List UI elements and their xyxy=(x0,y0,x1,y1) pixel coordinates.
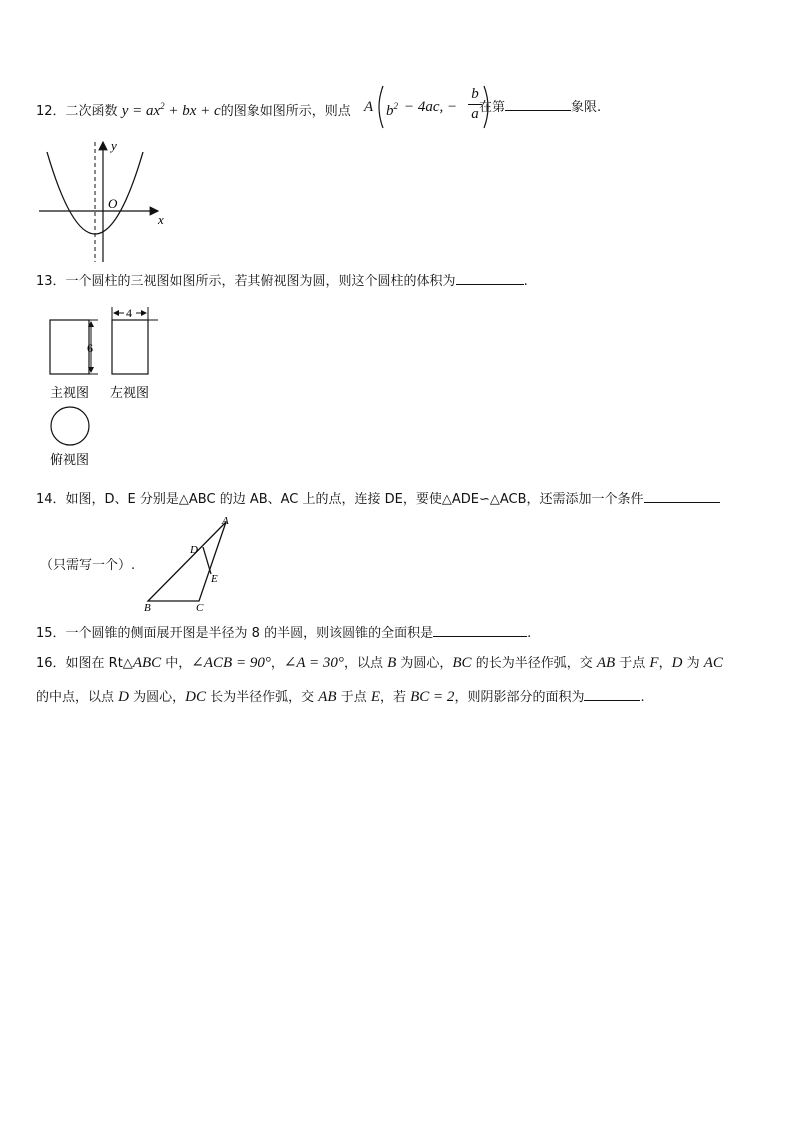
label-c: C xyxy=(196,602,204,614)
q12-b-squared: $b^2$ xyxy=(386,101,398,119)
q16-point-d: D xyxy=(671,655,683,671)
q16-segment-bc: BC xyxy=(452,655,472,671)
q12-ac-term: − 4ac, − xyxy=(404,99,458,115)
q12-equation: $y = ax^2$ + bx + c xyxy=(121,101,221,119)
q15-number: 15． xyxy=(36,626,66,641)
q16-number: 16． xyxy=(36,656,66,671)
q12-parabola-graph xyxy=(36,138,172,264)
q16-triangle-name: ABC xyxy=(132,655,162,671)
q15-text: 一个圆锥的侧面展开图是半径为 8 的半圆，则该圆锥的全面积是 xyxy=(65,626,434,641)
q12-after-text: 在第 xyxy=(479,100,506,115)
q16-text: ，以点 xyxy=(343,656,388,671)
q16-text: 如图在 Rt△ xyxy=(65,656,133,671)
q16-text: ， xyxy=(658,656,672,671)
q16-segment-ab: AB xyxy=(318,689,337,705)
q12-point-label: A xyxy=(364,99,374,115)
q16-text: ，若 xyxy=(380,690,411,705)
q14-answer-blank xyxy=(644,488,720,503)
label-a: A xyxy=(222,515,229,527)
q16-text: 中， xyxy=(161,656,192,671)
q16-text: 长为半径作弧，交 xyxy=(205,690,319,705)
label-e: E xyxy=(211,573,218,585)
q16-text: 为圆心， xyxy=(396,656,453,671)
origin-label: O xyxy=(108,196,118,211)
q12-tail xyxy=(479,96,601,118)
q16-point-e: E xyxy=(370,689,380,705)
x-axis-label: x xyxy=(158,212,164,227)
q12-line xyxy=(36,96,351,122)
q16-text: ， xyxy=(270,656,284,671)
q16-text: 的中点，以点 xyxy=(36,690,119,705)
triangle-abc xyxy=(148,522,226,601)
q16-segment-ac: AC xyxy=(703,655,723,671)
q14-note: （只需写一个）. xyxy=(40,558,136,573)
left-view-rect xyxy=(112,320,148,374)
q12-answer-blank xyxy=(505,96,571,111)
segment-de xyxy=(203,547,211,574)
q16-text: 为 xyxy=(682,656,704,671)
q12-left-paren xyxy=(375,84,385,130)
q16-text: 为圆心， xyxy=(128,690,186,705)
q12-mid-text: 的图象如图所示，则点 xyxy=(220,104,351,119)
q13-three-views xyxy=(44,302,168,474)
q13-line xyxy=(36,270,528,292)
q14-number: 14． xyxy=(36,492,66,507)
q16-angle-a: ∠A = 30° xyxy=(283,655,344,671)
front-view-caption: 主视图 xyxy=(50,386,90,401)
q16-text: 的长为半径作弧，交 xyxy=(471,656,597,671)
q16-point-d: D xyxy=(118,689,129,705)
q15-line xyxy=(36,622,531,644)
label-d: D xyxy=(190,544,198,556)
q12-lead-text: 二次函数 xyxy=(65,104,118,119)
top-view-circle xyxy=(51,407,89,445)
top-view-caption: 俯视图 xyxy=(50,453,90,468)
q12-frac-denominator: a xyxy=(471,106,479,122)
q15-answer-blank xyxy=(433,622,527,637)
q12-frac-numerator: b xyxy=(471,86,479,102)
q12-number: 12． xyxy=(36,104,66,119)
q13-text: 一个圆柱的三视图如图所示，若其俯视图为圆，则这个圆柱的体积为 xyxy=(65,274,456,289)
height-dimension-label: 6 xyxy=(87,341,93,355)
q16-segment-ab: AB xyxy=(596,655,616,671)
q13-end: . xyxy=(523,274,528,289)
q13-answer-blank xyxy=(456,270,524,285)
q16-answer-blank xyxy=(584,686,640,701)
left-view-caption: 左视图 xyxy=(110,386,150,401)
width-dimension-label: 4 xyxy=(126,306,132,320)
q16-segment-dc: DC xyxy=(185,689,206,705)
front-view-rect xyxy=(50,320,89,374)
q16-point-b: B xyxy=(387,655,397,671)
q16-bc-value: BC = 2 xyxy=(410,689,455,705)
q12-tail-text: 象限. xyxy=(571,100,602,115)
q16-line-1 xyxy=(36,653,723,674)
q16-angle-acb: ∠ACB = 90° xyxy=(191,655,271,671)
q16-text: 于点 xyxy=(336,690,371,705)
label-b: B xyxy=(144,602,151,614)
q13-number: 13． xyxy=(36,274,66,289)
y-axis-label: y xyxy=(111,138,117,153)
q16-end: . xyxy=(640,690,645,705)
q14-text: 如图，D、E 分别是△ABC 的边 AB、AC 上的点，连接 DE，要使△ADE∽△ACB，还需添加一个条件 xyxy=(65,492,644,507)
q14-triangle-figure xyxy=(138,512,238,614)
q16-point-f: F xyxy=(649,655,659,671)
q16-line-2 xyxy=(36,686,645,708)
q14-line xyxy=(36,488,720,510)
q16-text: 于点 xyxy=(615,656,650,671)
q15-end: . xyxy=(527,626,532,641)
q16-text: ，则阴影部分的面积为 xyxy=(454,690,585,705)
